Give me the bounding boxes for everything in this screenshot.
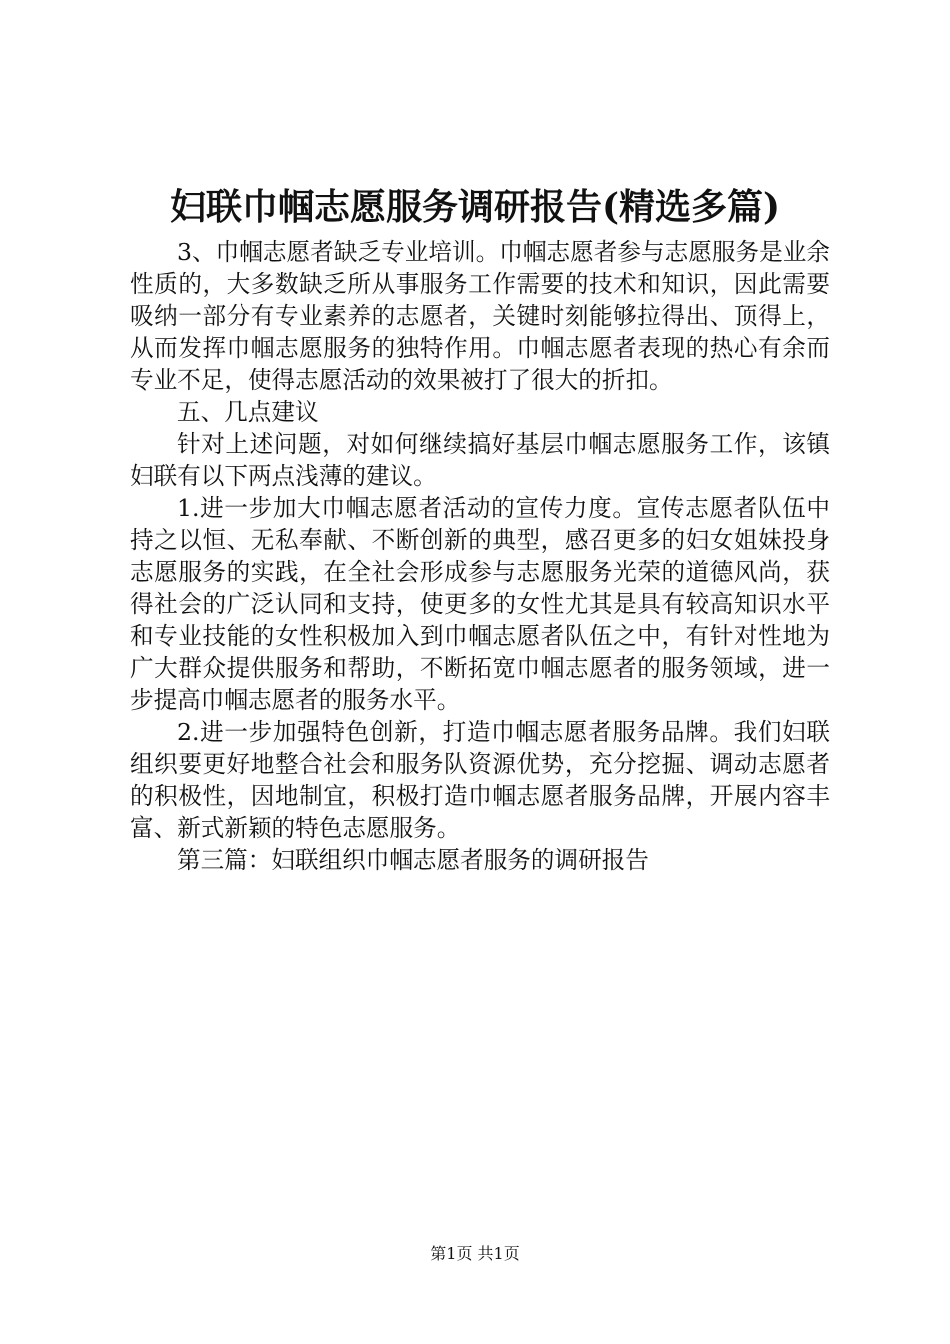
paragraph-suggestion-1: 1.进一步加大巾帼志愿者活动的宣传力度。宣传志愿者队伍中持之以恒、无私奉献、不断创新的典型，感召更多的妇女姐妹投身志愿服务的实践，在全社会形成参与志愿服务光荣的道德风尚，获得社会的广泛认同和支持，使更多的女性尤其是具有较高知识水平和专业技能的女性积极加入到巾帼志愿者队伍之中，有针对性地为广大群众提供服务和帮助，不断拓宽巾帼志愿者的服务领域，进一步提高巾帼志愿者的服务水平。 — [130, 494, 830, 714]
section-heading-suggestions: 五、几点建议 — [177, 398, 319, 426]
page-footer: 第1页 共1页 — [430, 1244, 520, 1263]
document-title: 妇联巾帼志愿服务调研报告(精选多篇) — [169, 186, 781, 228]
paragraph-suggestion-2: 2.进一步加强特色创新，打造巾帼志愿者服务品牌。我们妇联组织要更好地整合社会和服务队资源优势，充分挖掘、调动志愿者的积极性，因地制宜，积极打造巾帼志愿者服务品牌，开展内容丰富、新式新颖的特色志愿服务。 — [130, 718, 830, 842]
paragraph-intro-suggestions: 针对上述问题，对如何继续搞好基层巾帼志愿服务工作，该镇妇联有以下两点浅薄的建议。 — [130, 430, 830, 490]
chapter-heading-third: 第三篇：妇联组织巾帼志愿者服务的调研报告 — [177, 846, 649, 874]
paragraph-training: 3、巾帼志愿者缺乏专业培训。巾帼志愿者参与志愿服务是业余性质的，大多数缺乏所从事服务工作需要的技术和知识，因此需要吸纳一部分有专业素养的志愿者，关键时刻能够拉得出、顶得上，从而发挥巾帼志愿服务的独特作用。巾帼志愿者表现的热心有余而专业不足，使得志愿活动的效果被打了很大的折扣。 — [130, 238, 830, 394]
document-body — [130, 236, 830, 876]
